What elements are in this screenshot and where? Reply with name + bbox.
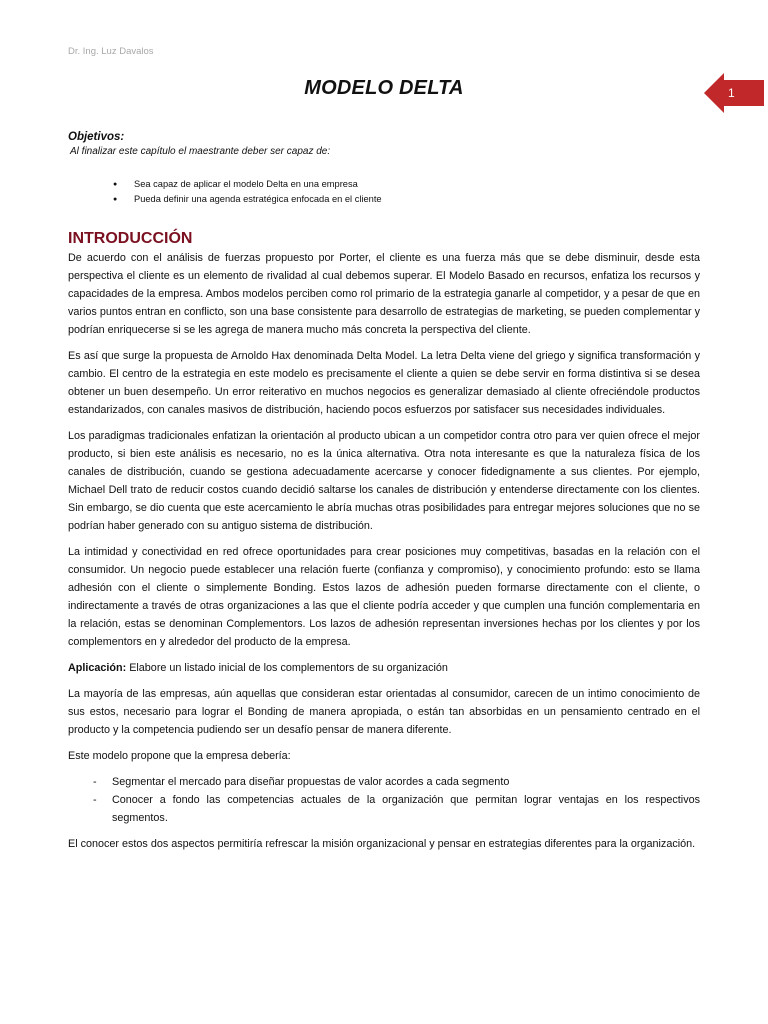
proposal-list	[68, 773, 700, 827]
proposal-intro: Este modelo propone que la empresa debería:	[68, 750, 291, 762]
application-text: Elabore un listado inicial de los complementors de su organización	[126, 662, 448, 674]
paragraph: Es así que surge la propuesta de Arnoldo Hax denominada Delta Model. La letra Delta viene del griego y significa transformación y cambio. El centro de la estrategia en este modelo es precisamente el cliente a quien se debe servir en forma distintiva si se desea obtener un buen desempeño. Un error reiterativo en muchos negocios es generalizar demasiado al cliente ofreciéndole productos estandarizados, con canales masivos de distribución, haciendo pocos esfuerzos por satisfacer sus necesidades individuales.	[68, 350, 700, 416]
proposal-item: - Conocer a fondo las competencias actuales de la organización que permitan lograr ventajas en los respectivos segmentos.	[68, 791, 700, 827]
objectives-list	[68, 177, 700, 207]
page-title: MODELO DELTA	[304, 77, 464, 99]
objectives-intro: Al finalizar este capítulo el maestrante deber ser capaz de:	[70, 146, 331, 157]
proposal-item: - Segmentar el mercado para diseñar propuestas de valor acordes a cada segmento	[68, 773, 700, 791]
objectives-heading: Objetivos:	[68, 131, 125, 143]
application-label: Aplicación:	[68, 662, 127, 674]
closing-paragraph: El conocer estos dos aspectos permitiría refrescar la misión organizacional y pensar en estrategias diferentes para la organización.	[68, 838, 696, 850]
paragraph: Los paradigmas tradicionales enfatizan la orientación al producto ubican a un competidor contra otro para ver quien ofrece el mejor producto, si bien este análisis es necesario, no es la única alternativa. Otra nota interesante es que la naturaleza física de los canales de distribución, cuando se gestiona adecuadamente acercarse y conocer fidedignamente a sus clientes. Por ejemplo, Michael Dell trato de reducir costos cuando decidió saltarse los canales de distribución y entenderse directamente con los clientes. Sin embargo, se dio cuenta que este acercamiento le abría muchas otras posibilidades para entregar mejores soluciones que no se podrían haber generado con su antiguo sistema de distribución.	[68, 430, 700, 532]
application-paragraph	[68, 659, 700, 677]
paragraph: La mayoría de las empresas, aún aquellas que consideran estar orientadas al consumidor, carecen de un intimo conocimiento de sus estos, necesario para lograr el Bonding de manera apropiada, o están tan absorbidas en un pensamiento centrado en el producto y la competencia pudiendo ser un desafío pensar de manera diferente.	[68, 688, 700, 736]
introduction-heading: INTRODUCCIÓN	[68, 230, 193, 247]
header-author: Dr. Ing. Luz Davalos	[68, 46, 154, 57]
document-body	[68, 130, 700, 861]
paragraph: La intimidad y conectividad en red ofrece oportunidades para crear posiciones muy competitivas, basadas en la relación con el consumidor. Un negocio puede establecer una relación fuerte (confianza y compromiso), y conocimiento profundo: esto se llama adhesión con el cliente o simplemente Bonding. Estos lazos de adhesión pueden formarse directamente con el cliente, o indirectamente a través de otras organizaciones a las que el cliente podría acceder y que cumplen una función complementaria en la relación, estas se denominan Complementors. Los lazos de adhesión representan inversiones hechas por los clientes y por los complementors en y alrededor del producto de la empresa.	[68, 546, 700, 648]
page-number-badge	[704, 73, 764, 113]
objective-item: ● Pueda definir una agenda estratégica enfocada en el cliente	[68, 192, 700, 207]
page-number: 1	[728, 86, 735, 100]
paragraph: De acuerdo con el análisis de fuerzas propuesto por Porter, el cliente es una fuerza más que se debe disminuir, desde esta perspectiva el cliente es un elemento de rivalidad al cual debemos superar. El Modelo Basado en recursos, enfatiza los recursos y capacidades de la empresa. Ambos modelos perciben como rol primario de la estrategia ganarle al competidor, y a pesar de que en varios puntos entran en conflicto, son una base consistente para desarrollo de estrategias de marketing, se pueden complementar y podrían enriquecerse si se les agrega de manera mucho más concreta la perspectiva del cliente.	[68, 252, 700, 336]
objective-item: ● Sea capaz de aplicar el modelo Delta en una empresa	[68, 177, 700, 192]
